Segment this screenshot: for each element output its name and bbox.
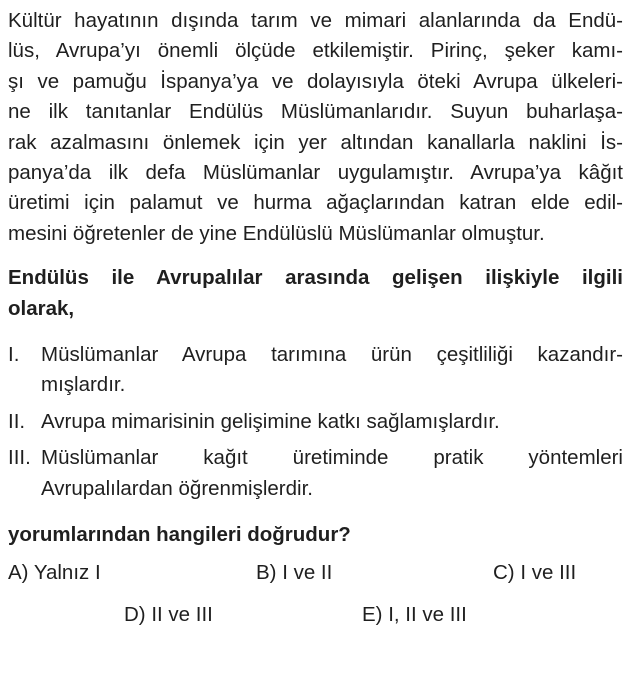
passage-line: lüs, Avrupa’yı önemli ölçüde etkilemiştir. Pirinç, şeker kamı- — [8, 39, 623, 63]
statement-number: I. — [8, 343, 20, 367]
option-c[interactable]: C) I ve III — [493, 560, 577, 584]
passage-line: Kültür hayatının dışında tarım ve mimari alanlarında da Endü- — [8, 9, 623, 32]
passage-line: üretimi için palamut ve hurma ağaçlarından katran elde edil- — [8, 191, 623, 215]
statement-item — [8, 443, 623, 504]
statement-text — [41, 340, 623, 401]
passage-line: panya’da ilk defa Müslümanlar uygulamıştır. Avrupa’ya kâğıt — [8, 161, 623, 185]
statement-line: Müslümanlar kağıt üretiminde pratik yöntemleri — [41, 446, 623, 470]
question-prompt: yorumlarından hangileri doğrudur? — [8, 523, 351, 547]
option-d[interactable]: D) II ve III — [124, 602, 213, 626]
statement-item — [8, 407, 623, 437]
question-stem — [8, 263, 623, 324]
stem-line: Endülüs ile Avrupalılar arasında gelişen ilişkiyle ilgili — [8, 266, 623, 290]
statement-item — [8, 340, 623, 401]
passage-line: ne ilk tanıtanlar Endülüs Müslümanlarıdır. Suyun buharlaşa- — [8, 100, 623, 124]
statement-line: mışlardır. — [41, 373, 126, 397]
passage — [8, 6, 623, 249]
passage-line: rak azalmasını önlemek için yer altından kanallarla naklini İs- — [8, 130, 623, 154]
answer-options — [8, 561, 623, 641]
statement-number: III. — [8, 446, 31, 470]
option-b[interactable]: B) I ve II — [256, 560, 333, 584]
passage-line: mesini öğretenler de yine Endülüslü Müslümanlar olmuştur. — [8, 221, 545, 245]
statement-line: Avrupalılardan öğrenmişlerdir. — [41, 476, 313, 500]
option-a[interactable]: A) Yalnız I — [8, 560, 101, 584]
statement-list — [8, 340, 623, 504]
option-e[interactable]: E) I, II ve III — [362, 602, 467, 626]
passage-line: şı ve pamuğu İspanya’ya ve dolayısıyla öteki Avrupa ülkeleri- — [8, 69, 623, 93]
statement-number: II. — [8, 409, 26, 433]
question-page — [8, 6, 623, 641]
statement-text — [41, 443, 623, 504]
statement-text — [41, 407, 623, 437]
statement-line: Müslümanlar Avrupa tarımına ürün çeşitliliği kazandır- — [41, 343, 623, 367]
statement-line: Avrupa mimarisinin gelişimine katkı sağlamışlardır. — [41, 409, 500, 433]
stem-line: olarak, — [8, 296, 75, 320]
